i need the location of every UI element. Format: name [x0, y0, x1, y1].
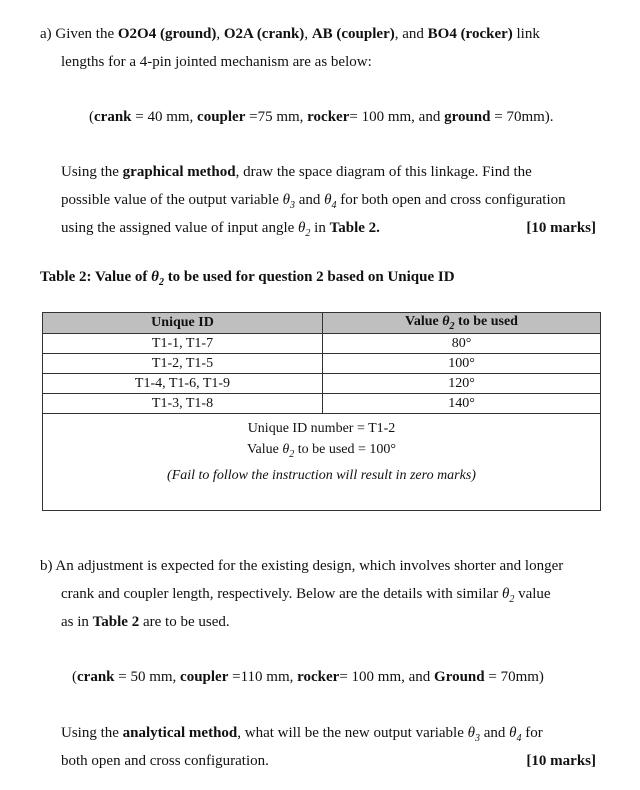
part-a-para-line-3: [61, 220, 380, 239]
ground-value: = 70mm): [488, 669, 544, 685]
theta-char: θ: [509, 725, 517, 741]
note-warning: (Fail to follow the instruction will result in zero marks): [167, 467, 476, 483]
part-b-para-line-1: [61, 725, 543, 744]
paren: (: [89, 109, 94, 125]
row-id: T1-3, T1-8: [43, 394, 323, 414]
theta4-symbol: [509, 725, 522, 744]
subscript: 2: [289, 448, 295, 460]
coupler-value: =75 mm,: [249, 109, 304, 125]
link-rocker: BO4 (rocker): [427, 26, 513, 42]
row-value: 120°: [323, 374, 601, 394]
part-b-dimensions: [72, 669, 544, 686]
table-header-row: [43, 313, 601, 334]
text: Using the: [61, 725, 119, 741]
row-id: T1-2, T1-5: [43, 354, 323, 374]
header-value: [323, 313, 601, 334]
table-row: [43, 334, 601, 354]
theta2-symbol: [151, 269, 164, 288]
text: are to be used.: [142, 614, 230, 630]
part-b-marks: [10 marks]: [526, 753, 596, 769]
part-a-dimensions: [89, 109, 554, 126]
part-b-line-3: [61, 614, 230, 631]
part-a-marks: [10 marks]: [526, 220, 596, 236]
text: as in: [61, 614, 89, 630]
table-note: [43, 414, 601, 511]
rocker-label: rocker: [307, 109, 350, 125]
text: , draw the space diagram of this linkage. Find the: [235, 164, 532, 180]
table-reference: Table 2.: [329, 220, 380, 236]
note-value: [43, 439, 600, 465]
theta2-symbol: [298, 220, 311, 239]
rocker-label: rocker: [297, 669, 340, 685]
theta2-symbol: [282, 442, 295, 460]
text: possible value of the output variable: [61, 192, 279, 208]
subscript: 3: [475, 733, 480, 744]
crank-label: crank: [94, 109, 132, 125]
text: for: [525, 725, 543, 741]
table-note-row: [43, 414, 601, 511]
ground-value: = 70mm).: [494, 109, 554, 125]
part-a-para-line-1: [61, 164, 532, 181]
theta3-symbol: [467, 725, 480, 744]
row-value: 140°: [323, 394, 601, 414]
ground-label: Ground: [434, 669, 485, 685]
note-text: Value: [246, 442, 279, 457]
part-b-line-2: [61, 586, 551, 605]
ground-label: ground: [444, 109, 491, 125]
text: and: [483, 725, 506, 741]
theta-char: θ: [501, 586, 510, 602]
text: value: [518, 586, 551, 602]
part-a-line-2: lengths for a 4-pin jointed mechanism are as below:: [61, 54, 372, 70]
header-text: to be used: [458, 314, 518, 330]
crank-value: = 40 mm,: [135, 109, 194, 125]
rocker-value: = 100 mm, and: [349, 109, 441, 125]
table-row: [43, 394, 601, 414]
theta-char: θ: [282, 192, 290, 208]
theta-char: θ: [467, 725, 475, 741]
part-b-line-1: b) An adjustment is expected for the existing design, which involves shorter and longer: [40, 558, 564, 574]
theta-char: θ: [442, 314, 450, 330]
text: and: [298, 192, 321, 208]
coupler-label: coupler: [180, 669, 229, 685]
theta2-symbol: [442, 314, 455, 332]
subscript: 4: [331, 200, 337, 211]
subscript: 2: [158, 277, 164, 288]
theta-char: θ: [298, 220, 306, 236]
text: a) Given the: [40, 26, 118, 42]
table-row: [43, 354, 601, 374]
text: , what will be the new output variable: [237, 725, 464, 741]
subscript: 4: [516, 733, 522, 744]
link-ground: O2O4 (ground): [117, 26, 217, 42]
unique-id-table: [42, 312, 601, 511]
part-b-para-line-2: both open and cross configuration.: [61, 753, 269, 769]
row-id: T1-4, T1-6, T1-9: [43, 374, 323, 394]
header-text: Value: [405, 314, 439, 330]
rocker-value: = 100 mm, and: [339, 669, 431, 685]
row-value: 100°: [323, 354, 601, 374]
subscript: 3: [289, 200, 295, 211]
coupler-label: coupler: [197, 109, 246, 125]
row-id: T1-1, T1-7: [43, 334, 323, 354]
graphical-method: graphical method: [122, 164, 236, 180]
link-coupler: AB (coupler): [311, 26, 395, 42]
text: crank and coupler length, respectively. Below are the details with similar: [61, 586, 499, 602]
subscript: 2: [509, 594, 515, 605]
theta3-symbol: [282, 192, 295, 211]
part-a-para-line-2: [61, 192, 566, 211]
note-unique-id: Unique ID number = T1-2: [247, 421, 396, 436]
text: using the assigned value of input angle: [61, 220, 295, 236]
table-row: [43, 374, 601, 394]
text: link: [516, 26, 540, 42]
subscript: 2: [305, 228, 311, 239]
theta4-symbol: [324, 192, 337, 211]
theta-char: θ: [282, 442, 290, 457]
coupler-value: =110 mm,: [232, 669, 294, 685]
analytical-method: analytical method: [122, 725, 238, 741]
text: Using the: [61, 164, 119, 180]
theta-char: θ: [151, 269, 159, 285]
caption-text: to be used for question 2 based on Unique ID: [167, 269, 455, 285]
table-caption: [40, 269, 455, 288]
subscript: 2: [449, 320, 455, 332]
header-unique-id: Unique ID: [43, 313, 323, 334]
theta-char: θ: [324, 192, 332, 208]
row-value: 80°: [323, 334, 601, 354]
text: for both open and cross configuration: [340, 192, 566, 208]
theta2-symbol: [501, 586, 515, 605]
part-a-line-1: a) Given the O2O4 (ground), O2A (crank), AB (coupler), and BO4 (rocker) link: [40, 26, 540, 42]
link-crank: O2A (crank): [223, 26, 305, 42]
paren: (: [72, 669, 77, 685]
table-reference: Table 2: [92, 614, 140, 630]
crank-value: = 50 mm,: [118, 669, 177, 685]
crank-label: crank: [77, 669, 115, 685]
caption-text: Table 2: Value of: [40, 269, 148, 285]
text: in: [314, 220, 326, 236]
text: and: [402, 26, 424, 42]
note-text: to be used = 100°: [297, 442, 397, 457]
